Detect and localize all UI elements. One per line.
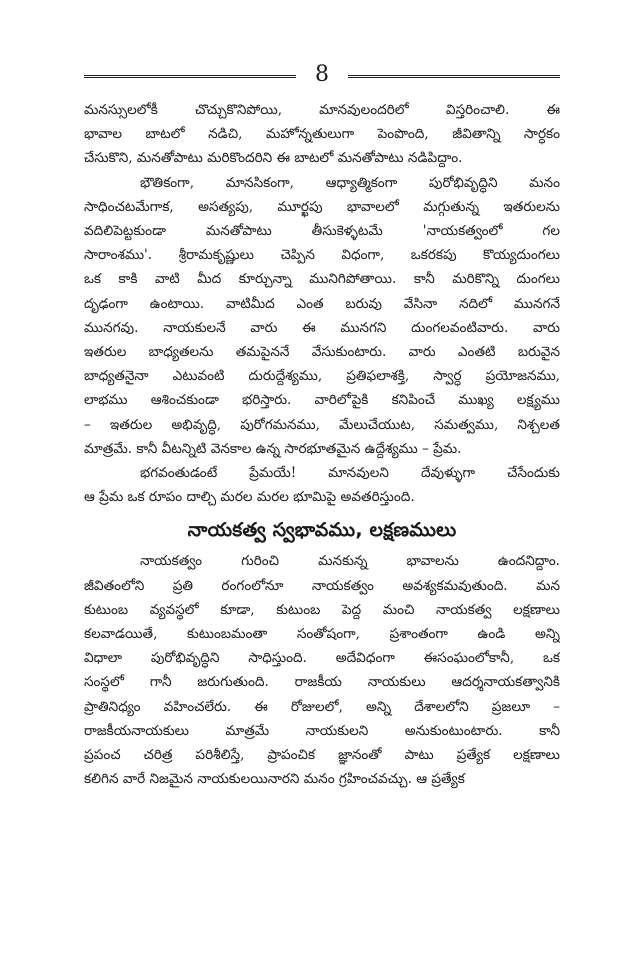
text-line: సాధించటమేగాక, అసత్యపు, మూర్ఖపు భావాలలో మగ్గుతున్న ఇతరులను (84, 198, 560, 215)
text-line: లాభము ఆశించకుండా భరిస్తారు. వారిలోపైకి కనిపించే ముఖ్య లక్ష్యము (84, 392, 560, 409)
text-line: బాధ్యతనైనా ఎటువంటి దురుద్దేశ్యము, ప్రతిఫలాశక్తి, స్వార్ధ ప్రయోజనము, (84, 368, 560, 385)
text-line: సారాంశము'. శ్రీరామకృష్ణులు చెప్పిన విధంగా, ఒకరకపు కొయ్యదుంగలు (84, 247, 560, 264)
page-body (84, 98, 560, 791)
text-line: భావాల బాటలో నడిచి, మహోన్నతులుగా పెంపొంది, జీవితాన్ని సార్ధకం (84, 126, 560, 143)
text-line: ఇతరుల బాధ్యతలను తమపైననే వేసుకుంటారు. వారు ఎంతటి బరువైన (84, 344, 560, 361)
text-line: – ఇతరుల అభివృద్ధి, పురోగమనము, మేలుచేయుట, సమత్వము, నిశ్చలత (84, 416, 560, 433)
text-line: దృఢంగా ఉంటాయి. వాటిమీద ఎంత బరువు వేసినా నదిలో మునగనే (84, 295, 560, 312)
section-heading: నాయకత్వ స్వభావము, లక్షణములు (187, 519, 457, 542)
text-line: కలిగిన వారే నిజమైన నాయకులయినారని మనం గ్రహించవచ్చు. ఆ ప్రత్యేక (84, 771, 465, 788)
text-line: ఆ ప్రేమ ఒక రూపం దాల్చి మరల మరల భూమిపై అవతరిస్తుంది. (84, 489, 415, 506)
paragraph-2 (84, 171, 560, 461)
text-line: కుటుంబ వ్యవస్థలో కూడా, కుటుంబ పెద్ద మంచి నాయకత్వ లక్షణాలు (84, 601, 560, 618)
text-line: నాయకత్వం గురించి మనకున్న భావాలను ఉందనిద్దాం. (140, 553, 560, 570)
text-line: సంస్థలో గానీ జరుగుతుంది. రాజకీయ నాయకులు ఆదర్శనాయకత్వానికి (84, 674, 560, 691)
text-line: ప్రపంచ చరిత్ర పరిశీలిస్తే, ప్రాపంచిక జ్ఞానంతో పాటు ప్రత్యేక లక్షణాలు (84, 747, 560, 764)
paragraph-3 (84, 461, 560, 509)
text-line: జీవితంలోని ప్రతి రంగంలోనూ నాయకత్వం అవశ్యకమవుతుంది. మన (84, 577, 560, 594)
text-line: రాజకీయనాయకులు మాత్రమే నాయకులని అనుకుంటుంటారు. కానీ (84, 722, 560, 739)
text-line: విధాలా పురోభివృద్ధిని సాధిస్తుంది. అదేవిధంగా ఈసంఘంలోకానీ, ఒక (84, 650, 560, 667)
paragraph-1 (84, 98, 560, 171)
paragraph-4 (84, 549, 560, 791)
text-line: మాత్రమే. కానీ వీటన్నిటి వెనకాల ఉన్న సారభూతమైన ఉద్దేశ్యము – ప్రేమ. (84, 440, 462, 457)
text-line: వదిలిపెట్టకుండా మనతోపాటు తీసుకెళ్ళటమే 'నాయకత్వంలో గల (84, 223, 560, 240)
text-line: మునగవు. నాయకులనే వారు ఈ మునగని దుంగలవంటివారు. వారు (84, 319, 560, 336)
text-line: ఒక కాకి వాటి మీద కూర్చున్నా మునిగిపోతాయి. కానీ మరికొన్ని దుంగలు (84, 271, 560, 288)
text-line: భగవంతుడంటే ప్రేమయే! మానవులని దేవుళ్ళుగా చేసేందుకు (140, 465, 560, 482)
text-line: కలవాడయితే, కుటుంబమంతా సంతోషంగా, ప్రశాంతంగా ఉండి అన్ని (84, 626, 560, 643)
text-line: చేసుకొని, మనతోపాటు మరికొందరిని ఈ బాటలో మనతోపాటు నడిపిద్దాం. (84, 150, 463, 167)
text-line: భౌతికంగా, మానసికంగా, ఆధ్యాత్మికంగా పురోభివృద్ధిని మనం (140, 174, 560, 191)
page-number: 8 (315, 62, 329, 87)
text-line: మనస్సులలోకీ చొచ్చుకొనిపోయి, మానవులందరిలో విస్తరించాలి. ఈ (84, 102, 560, 118)
text-line: ప్రాతినిధ్యం వహించలేరు. ఈ రోజులలో, అన్ని దేశాలలోని ప్రజలూ – (84, 698, 560, 715)
page-header (84, 58, 560, 94)
header-rule-right (348, 75, 560, 78)
